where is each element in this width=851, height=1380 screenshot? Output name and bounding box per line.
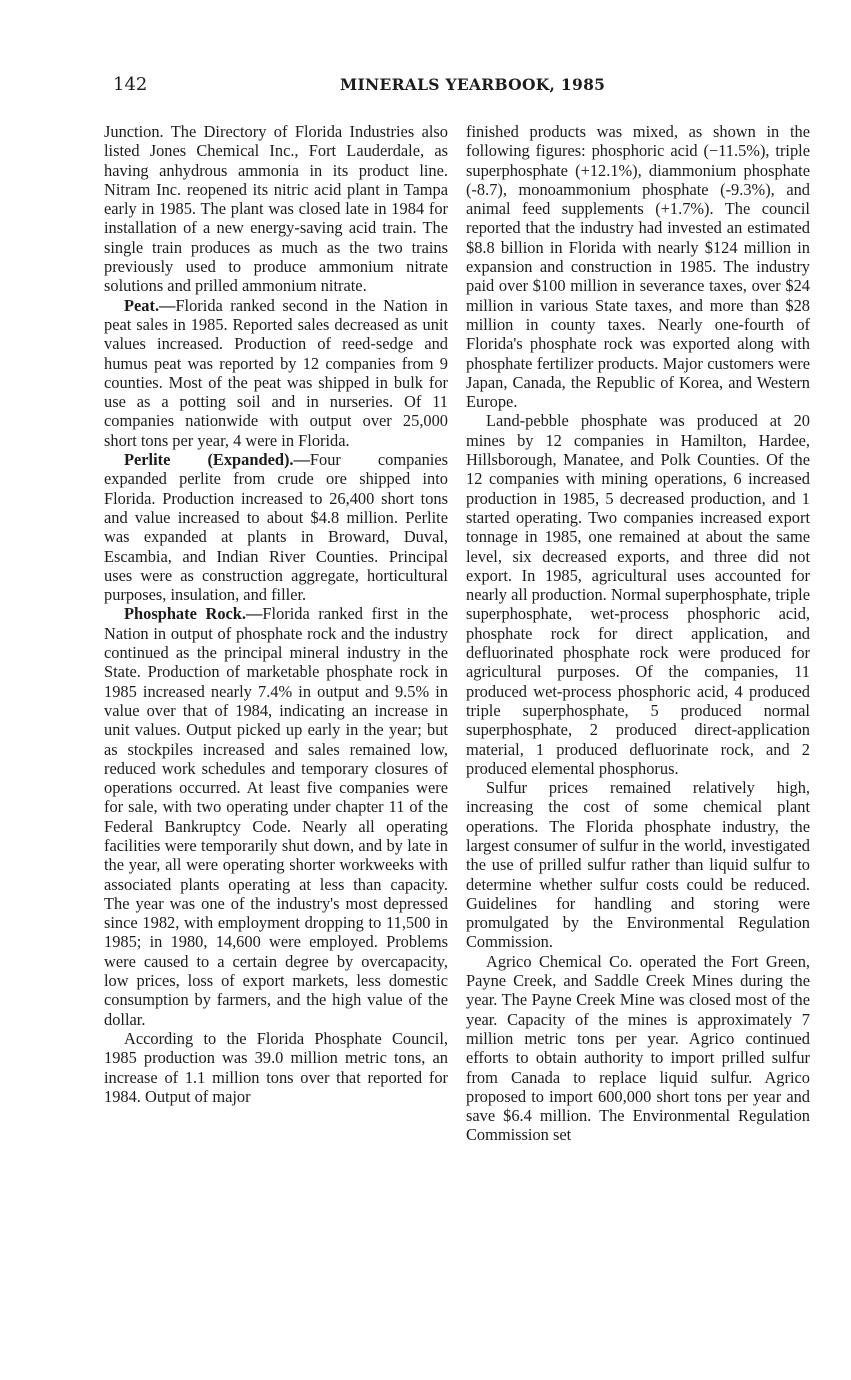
paragraph-land-pebble: Land-pebble phosphate was produced at 20 mines by 12 companies in Hamilton, Hardee, Hillsborough, Manatee, and Polk Counties. Of the 12 companies with mining operations, 6 increased production in 1985, 5 decreased production, and 1 started operating. Two companies increased export tonnage in 1985, one remained at about the same level, six decreased exports, and three did not export. In 1985, agricultural uses accounted for nearly all production. Normal superphosphate, triple superphosphate, wet-process phosphoric acid, phosphate rock for direct application, and defluorinated phosphate rock were produced for agricultural purposes. Of the companies, 11 produced wet-process phosphoric acid, 4 produced triple superphosphate, 5 produced normal superphosphate, 2 produced direct-application material, 1 produced defluorinate rock, and 2 produced elemental phosphorus. bbox=[466, 411, 810, 778]
paragraph-finished-products: finished products was mixed, as shown in the following figures: phosphoric acid (−11.5%), triple superphosphate (+12.1%), diammonium phosphate (-8.7), monoammonium phosphate (-9.3%), and animal feed supplements (+1.7%). The council reported that the industry had invested an estimated $8.8 billion in Florida with nearly $124 million in expansion and construction in 1985. The industry paid over $100 million in severance taxes, over $24 million in various State taxes, and more than $28 million in county taxes. Nearly one-fourth of Florida's phosphate rock was exported along with phosphate fertilizer products. Major customers were Japan, Canada, the Republic of Korea, and Western Europe. bbox=[466, 122, 810, 412]
right-column bbox=[466, 122, 810, 1145]
heading-phosphate-rock: Phosphate Rock.— bbox=[124, 604, 263, 624]
heading-perlite: Perlite (Expanded).— bbox=[124, 450, 310, 470]
paragraph-agrico: Agrico Chemical Co. operated the Fort Green, Payne Creek, and Saddle Creek Mines during the year. The Payne Creek Mine was closed most of the year. Capacity of the mines is approximately 7 million metric tons per year. Agrico continued efforts to obtain authority to import prilled sulfur from Canada to replace liquid sulfur. Agrico proposed to import 600,000 short tons per year and save $6.4 million. The Environmental Regulation Commission set bbox=[466, 951, 810, 1145]
paragraph-nitrogen-continued: Junction. The Directory of Florida Industries also listed Jones Chemical Inc., Fort Lauderdale, as having anhydrous ammonia in its product line. Nitram Inc. reopened its nitric acid plant in Tampa early in 1985. The plant was closed late in 1984 for installation of a new energy-saving acid train. The single train produces as much as the two trains previously used to produce ammonium nitrate solutions and prilled ammonium nitrate. bbox=[104, 122, 448, 296]
paragraph-sulfur: Sulfur prices remained relatively high, increasing the cost of some chemical plant operations. The Florida phosphate industry, the largest consumer of sulfur in the world, investigated the use of prilled sulfur rather than liquid sulfur to determine whether sulfur costs could be reduced. Guidelines for handling and storing were promulgated by the Environmental Regulation Commission. bbox=[466, 778, 810, 952]
left-column bbox=[104, 122, 448, 1106]
paragraph-phosphate-council: According to the Florida Phosphate Council, 1985 production was 39.0 million metric tons, an increase of 1.1 million tons over that reported for 1984. Output of major bbox=[104, 1028, 448, 1106]
page-header bbox=[104, 74, 812, 98]
phosphate-text: Florida ranked first in the Nation in output of phosphate rock and the industry continued as the principal mineral industry in the State. Production of marketable phosphate rock in 1985 increased nearly 7.4% in output and 9.5% in value over that of 1984, indicating an increase in unit values. Output picked up early in the year; but as stockpiles increased and sales remained low, reduced work schedules and temporary closures of operations occurred. At least five companies were for sale, with two operating under chapter 11 of the Federal Bankruptcy Code. Nearly all operating facilities were temporarily shut down, and by late in the year, all were operating shorter workweeks with associated plants operating at less than capacity. The year was one of the industry's most depressed since 1982, with employment dropping to 11,500 in 1985; in 1980, 14,600 were employed. Problems were caused to a certain degree by overcapacity, low prices, loss of export markets, less domestic consumption by farmers, and the high value of the dollar. bbox=[104, 604, 449, 1029]
paragraph-peat bbox=[104, 296, 448, 450]
paragraph-phosphate-rock bbox=[104, 604, 448, 1029]
perlite-text: Four companies expanded perlite from crude ore shipped into Florida. Production increased to 26,400 short tons and value increased to about $4.8 million. Perlite was expanded at plants in Broward, Duval, Escambia, and Indian River Counties. Principal uses were as construction aggregate, horticultural purposes, insulation, and filler. bbox=[104, 450, 448, 605]
heading-peat: Peat.— bbox=[124, 295, 176, 315]
paragraph-perlite bbox=[104, 450, 448, 604]
page-number: 142 bbox=[113, 74, 148, 95]
peat-text: Florida ranked second in the Nation in peat sales in 1985. Reported sales decreased as unit values increased. Production of reed-sedge and humus peat was reported by 12 companies from 9 counties. Most of the peat was shipped in bulk for use as a potting soil and in nurseries. Of 11 companies nationwide with output over 25,000 short tons per year, 4 were in Florida. bbox=[104, 295, 448, 450]
running-title: MINERALS YEARBOOK, 1985 bbox=[340, 75, 606, 94]
